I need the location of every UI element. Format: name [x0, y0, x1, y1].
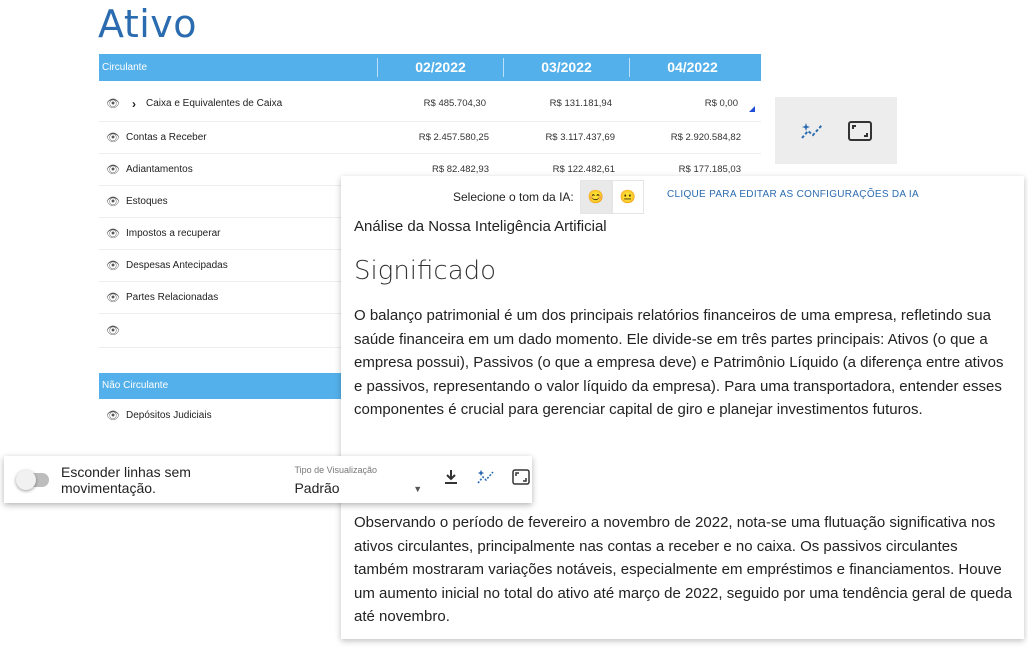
- row-label: Partes Relacionadas: [125, 292, 219, 303]
- eye-icon[interactable]: 👁: [106, 292, 120, 304]
- balance-table: [99, 54, 761, 81]
- section-label: Circulante: [102, 62, 148, 73]
- page-title: Ativo: [98, 2, 198, 46]
- table-header: [99, 54, 761, 81]
- expand-icon[interactable]: [511, 469, 532, 490]
- view-toolbar: [4, 456, 532, 503]
- ai-paragraph: Observando o período de fevereiro a novembro de 2022, nota-se uma flutuação significativa nos ativos circulantes, principalmente nas contas a receber e no caixa. Os passivos circulantes também mostraram variações notáveis, especialmente em empréstimos e financiamentos. Houve um aumento inicial no total do ativo até março de 2022, seguido por uma tendência geral de queda até novembro.: [354, 514, 1012, 625]
- row-label: Caixa e Equivalentes de Caixa: [146, 98, 283, 109]
- eye-icon[interactable]: 👁: [106, 132, 120, 144]
- expand-icon[interactable]: [846, 117, 874, 145]
- eye-icon[interactable]: 👁: [106, 228, 120, 240]
- row-label: Contas a Receber: [126, 132, 207, 143]
- cell-value: R$ 2.920.584,82: [670, 132, 741, 143]
- tone-selector: [453, 180, 644, 214]
- cell-value: R$ 177.185,03: [678, 164, 741, 175]
- eye-icon[interactable]: 👁: [106, 196, 120, 208]
- eye-icon[interactable]: 👁: [106, 164, 120, 176]
- column-header: 04/2022: [629, 58, 755, 77]
- tone-label: Selecione o tom da IA:: [453, 190, 574, 204]
- row-label: Depósitos Judiciais: [125, 409, 212, 421]
- ai-analysis-panel: [341, 176, 1024, 639]
- eye-icon[interactable]: 👁: [106, 98, 120, 110]
- ai-sparkle-icon[interactable]: [799, 117, 827, 145]
- row-label: Estoques: [125, 196, 168, 207]
- ai-paragraph: O balanço patrimonial é um dos principais relatórios financeiros de uma empresa, refletindo sua saúde financeira em um dado momento. Ele divide-se em três partes principais: Ativos (o que a empresa possui), Passivos (o que a empresa deve) e Patrimônio Líquido (a diferença entre ativos e passivos, representando o valor líquido da empresa). Para uma transportadora, entender esses componentes é crucial para gerenciar capital de giro e planejar investimentos futuros.: [354, 307, 1004, 418]
- row-label: Despesas Antecipadas: [125, 260, 228, 271]
- tone-neutral-button[interactable]: 😐: [612, 180, 644, 214]
- noncurrent-section-header: Não Circulante: [99, 373, 344, 399]
- table-row[interactable]: [99, 122, 761, 154]
- toggle-knob[interactable]: [16, 470, 36, 490]
- eye-icon[interactable]: 👁: [106, 409, 120, 422]
- row-label: Impostos a recuperar: [125, 228, 221, 239]
- table-row[interactable]: [99, 282, 344, 314]
- ai-action-box: [775, 97, 897, 164]
- chevron-down-icon[interactable]: ▼: [413, 483, 423, 494]
- column-header: 02/2022: [377, 58, 503, 77]
- view-type-select[interactable]: [294, 462, 426, 498]
- cell-value: R$ 3.117.437,69: [545, 132, 615, 143]
- column-header: 03/2022: [503, 58, 629, 77]
- cell-value: R$ 0,00: [704, 98, 738, 109]
- cell-value: R$ 82.482,93: [431, 164, 489, 175]
- toggle-label: Esconder linhas sem movimentação.: [60, 463, 191, 496]
- ai-subtitle: Análise da Nossa Inteligência Artificial: [354, 218, 607, 235]
- ai-heading: Significado: [354, 256, 497, 286]
- cell-value: R$ 131.181,94: [549, 98, 612, 109]
- chevron-right-icon[interactable]: ›: [132, 96, 136, 111]
- table-row[interactable]: [99, 250, 344, 282]
- eye-icon[interactable]: 👁: [106, 260, 120, 272]
- table-row[interactable]: [99, 314, 344, 348]
- view-type-caption: Tipo de Visualização: [294, 464, 378, 475]
- row-label: Adiantamentos: [126, 164, 193, 175]
- view-type-value: Padrão: [294, 479, 340, 496]
- table-row[interactable]: [99, 399, 344, 431]
- tone-happy-button[interactable]: 😊: [580, 180, 612, 214]
- cell-value: R$ 2.457.580,25: [418, 132, 489, 143]
- table-row[interactable]: [99, 218, 344, 250]
- table-row[interactable]: [99, 186, 344, 218]
- ai-sparkle-icon[interactable]: [475, 469, 496, 490]
- resize-handle-icon[interactable]: [749, 106, 755, 112]
- cell-value: R$ 485.704,30: [423, 98, 486, 109]
- table-row[interactable]: [99, 86, 761, 122]
- eye-icon[interactable]: 👁: [106, 325, 120, 337]
- edit-ai-settings-link[interactable]: CLIQUE PARA EDITAR AS CONFIGURAÇÕES DA IA: [667, 189, 919, 200]
- cell-value: R$ 122.482,61: [552, 164, 615, 175]
- download-icon[interactable]: [440, 469, 461, 490]
- hide-rows-toggle[interactable]: [18, 473, 49, 487]
